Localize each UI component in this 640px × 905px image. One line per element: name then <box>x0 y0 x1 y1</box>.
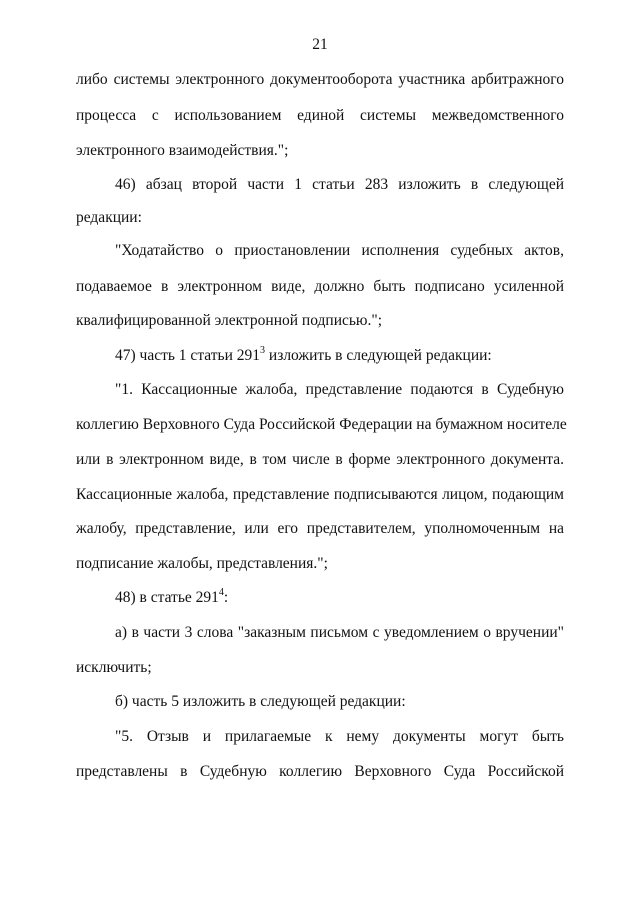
line-text: : <box>223 589 229 606</box>
text-line: 46) абзац второй части 1 статьи 283 изложить в следующей <box>115 176 564 193</box>
text-line: коллегию Верховного Суда Российской Федерации на бумажном носителе <box>76 416 567 433</box>
text-line: жалобу, представление, или его представителем, уполномоченным на <box>76 520 564 537</box>
page-number: 21 <box>312 36 328 53</box>
text-line: "Ходатайство о приостановлении исполнения судебных актов, <box>115 242 564 259</box>
line-text: 48) в статье 291 <box>115 589 219 606</box>
text-line: подаваемое в электронном виде, должно быть подписано усиленной <box>76 278 564 295</box>
text-line: редакции: <box>76 209 142 226</box>
text-line: представлены в Судебную коллегию Верховного Суда Российской <box>76 763 564 780</box>
text-line: "1. Кассационные жалоба, представление подаются в Судебную <box>115 381 564 398</box>
line-text: изложить в следующей редакции: <box>268 347 492 364</box>
text-line <box>115 346 564 366</box>
text-line: "5. Отзыв и прилагаемые к нему документы могут быть <box>115 728 564 745</box>
text-line: или в электронном виде, в том числе в форме электронного документа. <box>76 451 564 468</box>
text-line: электронного взаимодействия."; <box>76 142 289 159</box>
text-line: процесса с использованием единой системы межведомственного <box>76 107 564 124</box>
text-line <box>115 588 564 608</box>
text-line: подписание жалобы, представления."; <box>76 555 328 572</box>
text-line: а) в части 3 слова "заказным письмом с уведомлением о вручении" <box>115 624 564 641</box>
text-line: квалифицированной электронной подписью."; <box>76 312 383 329</box>
text-line: Кассационные жалоба, представление подписываются лицом, подающим <box>76 486 564 503</box>
line-text: 47) часть 1 статьи 291 <box>115 347 261 364</box>
text-line: либо системы электронного документооборота участника арбитражного <box>76 71 564 88</box>
text-line: б) часть 5 изложить в следующей редакции: <box>115 693 406 710</box>
text-line: исключить; <box>76 659 152 676</box>
superscript: 4 <box>218 587 224 598</box>
superscript: 3 <box>260 345 266 356</box>
